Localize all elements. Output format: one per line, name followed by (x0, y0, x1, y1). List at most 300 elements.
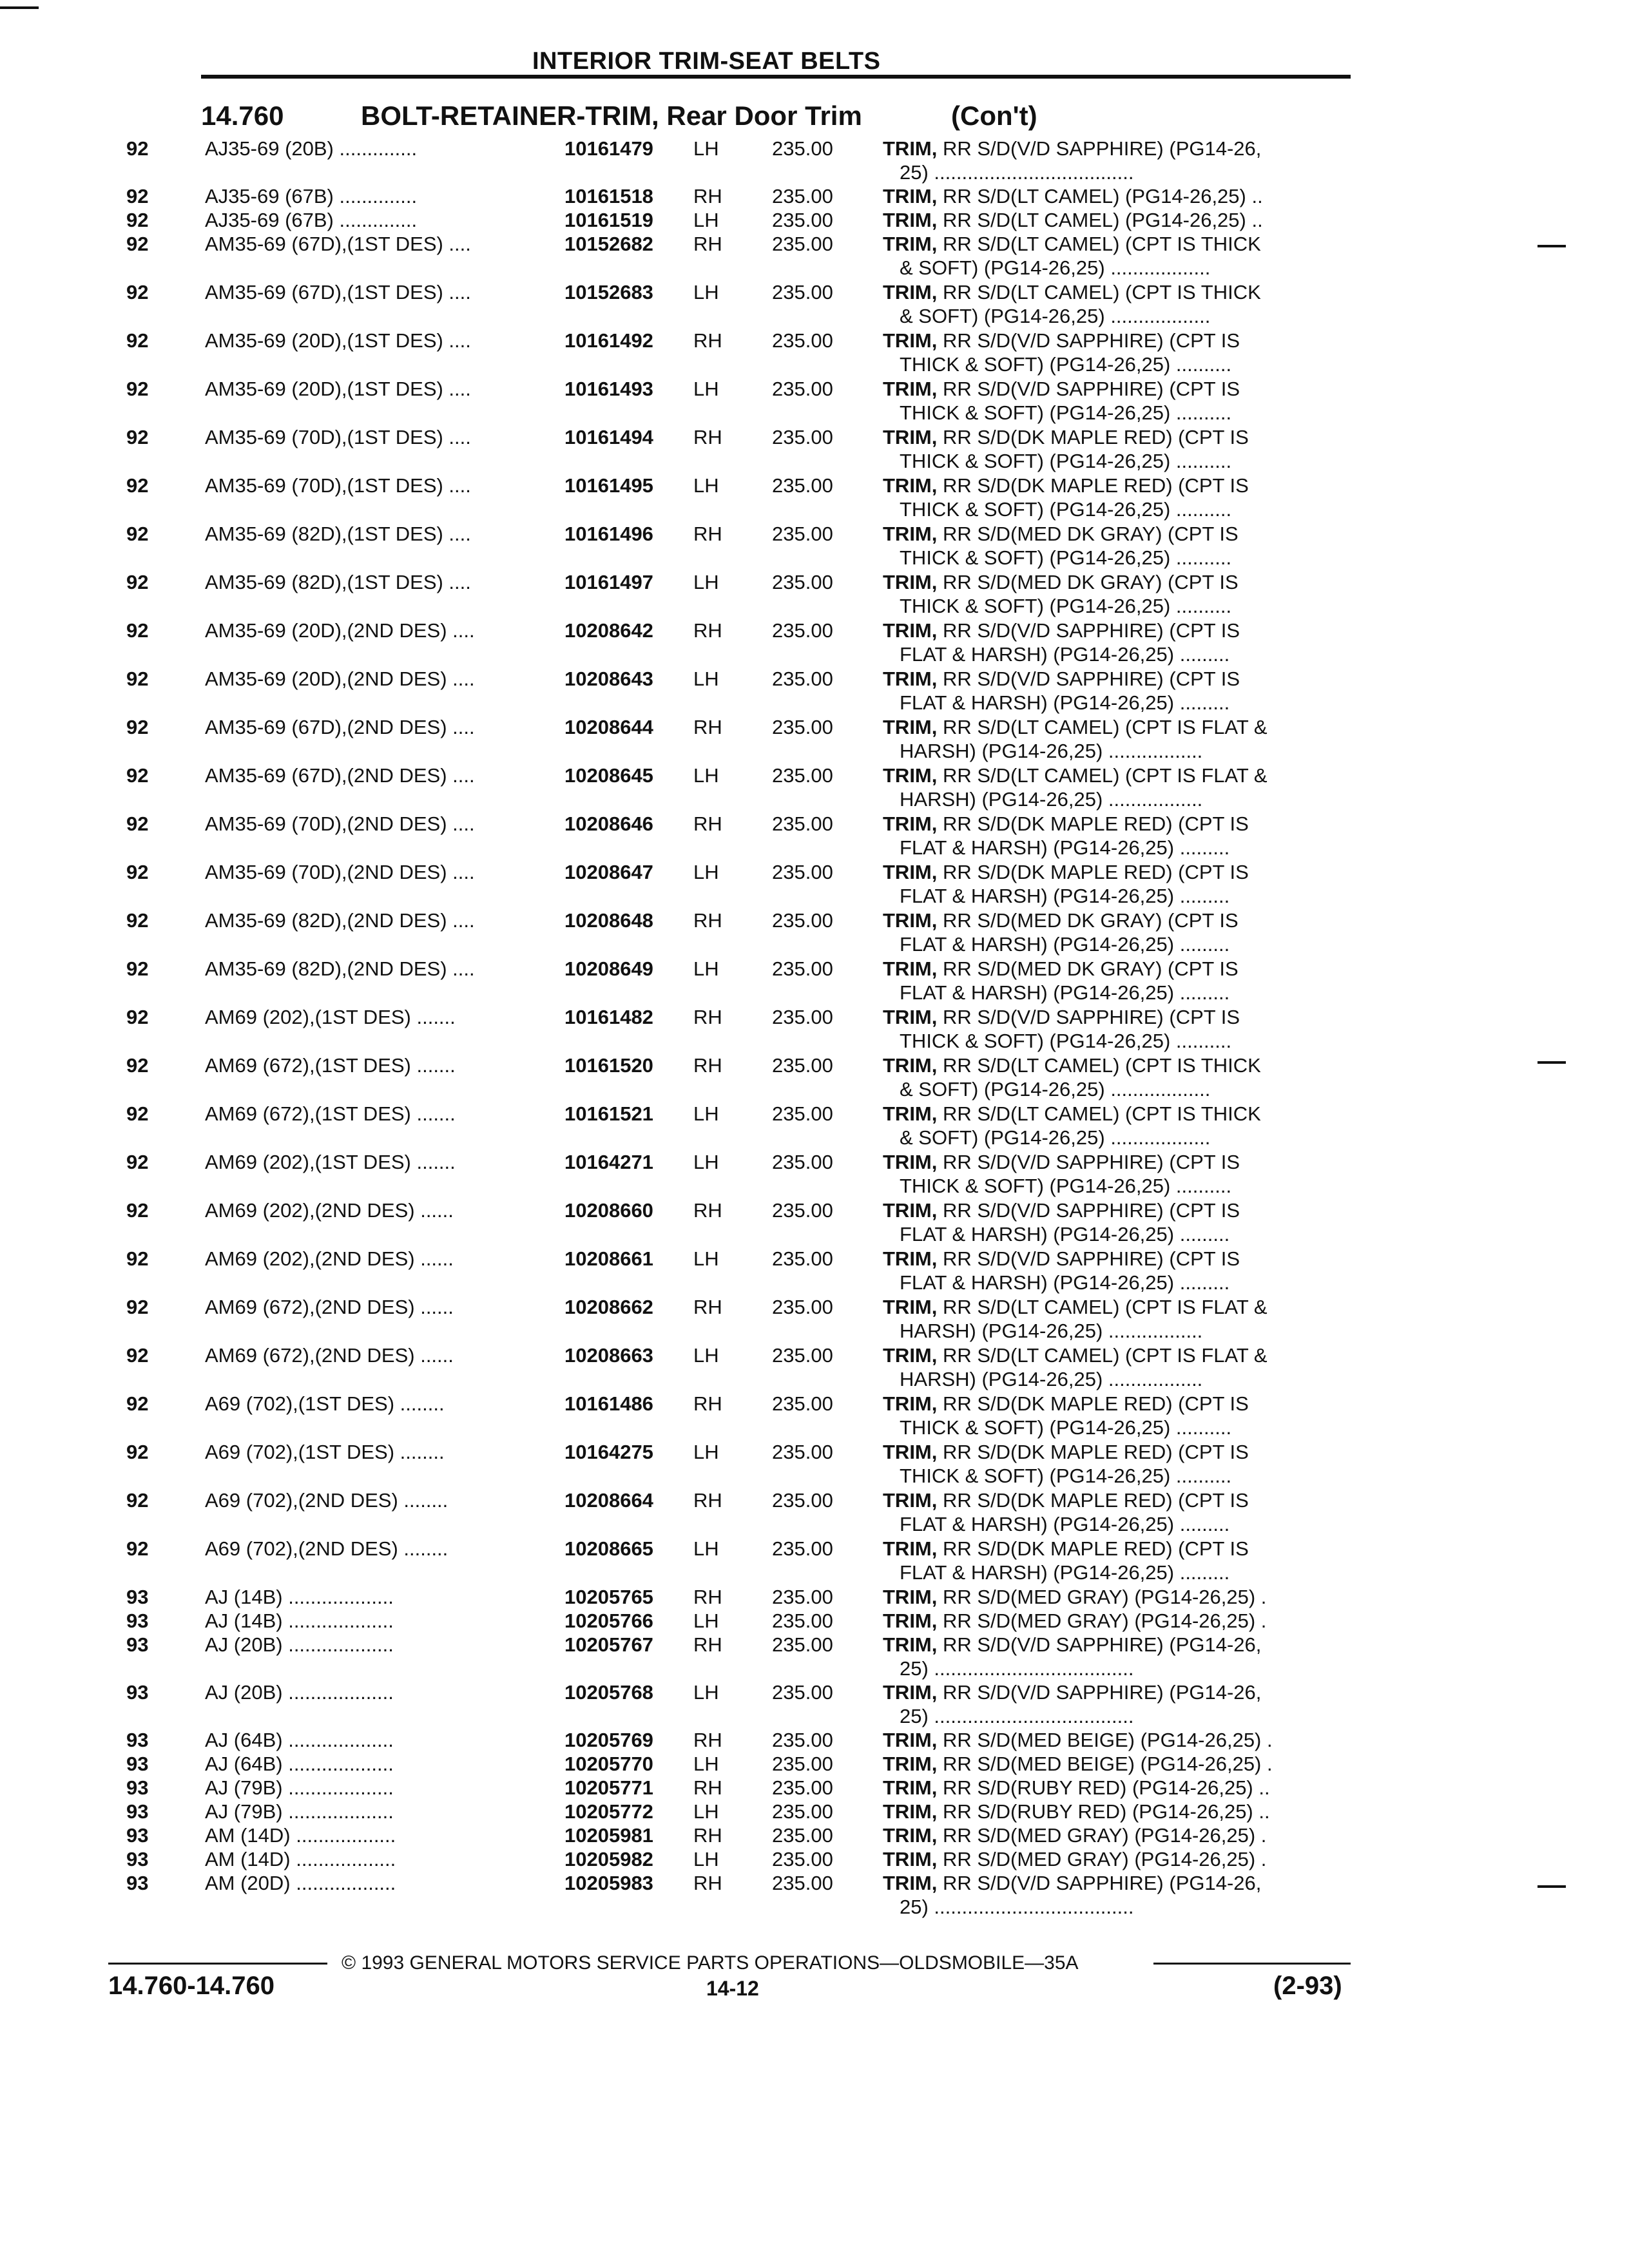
description-text: RR S/D(V/D SAPPHIRE) (CPT IS (937, 668, 1240, 690)
description-text: RR S/D(V/D SAPPHIRE) (CPT IS (937, 1247, 1240, 1270)
description-text: RR S/D(V/D SAPPHIRE) (CPT IS (937, 1151, 1240, 1173)
ref-number: 92 (126, 957, 149, 980)
description-line-1 (883, 1488, 1357, 1512)
side-code: RH (693, 1633, 722, 1656)
description-line-1 (883, 1633, 1357, 1657)
price: 235.00 (772, 329, 833, 352)
description-text: RR S/D(MED GRAY) (PG14-26,25) . (937, 1848, 1267, 1870)
description-text: RR S/D(LT CAMEL) (CPT IS THICK (937, 1102, 1261, 1125)
description (883, 208, 1357, 232)
price: 235.00 (772, 1537, 833, 1560)
description-keyword: TRIM, (883, 957, 938, 980)
model-code: AM35-69 (82D),(1ST DES) .... (205, 523, 471, 545)
description-keyword: TRIM, (883, 668, 938, 690)
description-keyword: TRIM, (883, 716, 938, 738)
description-line-2: FLAT & HARSH) (PG14-26,25) ......... (900, 1513, 1230, 1535)
side-code: RH (693, 1296, 722, 1318)
side-code: LH (693, 1681, 719, 1704)
part-number: 10208648 (564, 909, 653, 932)
ref-number: 92 (126, 1537, 149, 1560)
model-code: AM35-69 (20D),(2ND DES) .... (205, 668, 475, 690)
model-code: AM69 (672),(2ND DES) ...... (205, 1344, 454, 1367)
description (883, 1102, 1357, 1149)
model-code: AJ35-69 (67B) .............. (205, 209, 418, 231)
part-number: 10208665 (564, 1537, 653, 1560)
description (883, 137, 1357, 184)
side-code: RH (693, 523, 722, 545)
ref-number: 93 (126, 1610, 149, 1632)
description-keyword: TRIM, (883, 1681, 938, 1704)
part-number: 10205772 (564, 1800, 653, 1823)
footer-date: (2-93) (1273, 1972, 1342, 2000)
description-text: RR S/D(V/D SAPPHIRE) (CPT IS (937, 329, 1240, 352)
footer-rule-left (108, 1963, 327, 1965)
description-line-1 (883, 425, 1357, 449)
description-line-2: FLAT & HARSH) (PG14-26,25) ......... (900, 836, 1230, 859)
description-keyword: TRIM, (883, 1753, 938, 1775)
description (883, 1752, 1357, 1776)
description (883, 1488, 1357, 1536)
part-number: 10208645 (564, 764, 653, 787)
model-code: AM35-69 (82D),(2ND DES) .... (205, 909, 475, 932)
description (883, 812, 1357, 860)
ref-number: 92 (126, 764, 149, 787)
description-line-1 (883, 208, 1357, 232)
price: 235.00 (772, 1729, 833, 1751)
part-number: 10205768 (564, 1681, 653, 1704)
price: 235.00 (772, 1054, 833, 1077)
side-code: LH (693, 764, 719, 787)
description (883, 232, 1357, 280)
description (883, 1680, 1357, 1728)
part-number: 10161518 (564, 185, 653, 207)
price: 235.00 (772, 1489, 833, 1512)
side-code: LH (693, 1247, 719, 1270)
model-code: AM35-69 (82D),(2ND DES) .... (205, 957, 475, 980)
part-number: 10152682 (564, 233, 653, 255)
description-text: RR S/D(LT CAMEL) (CPT IS FLAT & (937, 1296, 1268, 1318)
side-code: LH (693, 1537, 719, 1560)
side-code: RH (693, 185, 722, 207)
description-keyword: TRIM, (883, 281, 938, 303)
description-line-1 (883, 1537, 1357, 1561)
price: 235.00 (772, 281, 833, 303)
description (883, 619, 1357, 666)
price: 235.00 (772, 1824, 833, 1847)
part-number: 10205770 (564, 1753, 653, 1775)
description (883, 667, 1357, 715)
description-text: RR S/D(V/D SAPPHIRE) (CPT IS (937, 1006, 1240, 1028)
ref-number: 93 (126, 1848, 149, 1870)
description-line-1 (883, 1053, 1357, 1077)
ref-number: 92 (126, 474, 149, 497)
description-line-1 (883, 137, 1357, 160)
ref-number: 92 (126, 1344, 149, 1367)
description-keyword: TRIM, (883, 909, 938, 932)
description-keyword: TRIM, (883, 1872, 938, 1894)
side-code: LH (693, 1610, 719, 1632)
price: 235.00 (772, 1441, 833, 1463)
description (883, 377, 1357, 425)
model-code: AJ (64B) ................... (205, 1729, 394, 1751)
description-line-1 (883, 619, 1357, 642)
description (883, 1728, 1357, 1752)
side-code: RH (693, 426, 722, 448)
side-code: RH (693, 329, 722, 352)
part-number: 10152683 (564, 281, 653, 303)
price: 235.00 (772, 523, 833, 545)
side-code: RH (693, 1489, 722, 1512)
part-number: 10161520 (564, 1054, 653, 1077)
description-keyword: TRIM, (883, 1102, 938, 1125)
description-line-2: HARSH) (PG14-26,25) ................. (900, 1320, 1203, 1342)
side-code: LH (693, 1151, 719, 1173)
description-keyword: TRIM, (883, 1586, 938, 1608)
description-text: RR S/D(LT CAMEL) (CPT IS FLAT & (937, 1344, 1268, 1367)
description-keyword: TRIM, (883, 1489, 938, 1512)
description-keyword: TRIM, (883, 1537, 938, 1560)
description-text: RR S/D(DK MAPLE RED) (CPT IS (937, 474, 1249, 497)
description-line-1 (883, 1247, 1357, 1271)
part-number: 10161492 (564, 329, 653, 352)
ref-number: 93 (126, 1633, 149, 1656)
description-line-2: & SOFT) (PG14-26,25) .................. (900, 1126, 1211, 1149)
part-number: 10205765 (564, 1586, 653, 1608)
description-line-1 (883, 715, 1357, 739)
part-number: 10208661 (564, 1247, 653, 1270)
description-text: RR S/D(RUBY RED) (PG14-26,25) .. (937, 1800, 1270, 1823)
description-keyword: TRIM, (883, 1824, 938, 1847)
price: 235.00 (772, 1776, 833, 1799)
part-number: 10205766 (564, 1610, 653, 1632)
description-line-1 (883, 329, 1357, 352)
description-line-1 (883, 1847, 1357, 1871)
model-code: AM69 (202),(2ND DES) ...... (205, 1247, 454, 1270)
model-code: AM (20D) .................. (205, 1872, 396, 1894)
description-keyword: TRIM, (883, 1610, 938, 1632)
part-number: 10161521 (564, 1102, 653, 1125)
price: 235.00 (772, 909, 833, 932)
description-text: RR S/D(LT CAMEL) (CPT IS FLAT & (937, 764, 1268, 787)
side-code: LH (693, 281, 719, 303)
price: 235.00 (772, 209, 833, 231)
description (883, 522, 1357, 570)
description-text: RR S/D(LT CAMEL) (CPT IS FLAT & (937, 716, 1268, 738)
description-line-2: 25) .................................... (900, 1705, 1134, 1727)
description-line-1 (883, 1440, 1357, 1464)
description-line-1 (883, 280, 1357, 304)
part-number: 10208660 (564, 1199, 653, 1222)
description-line-1 (883, 860, 1357, 884)
side-code: RH (693, 1872, 722, 1894)
model-code: A69 (702),(2ND DES) ........ (205, 1537, 448, 1560)
side-code: RH (693, 716, 722, 738)
description-line-1 (883, 1150, 1357, 1174)
description-line-2: FLAT & HARSH) (PG14-26,25) ......... (900, 1223, 1230, 1245)
price: 235.00 (772, 378, 833, 400)
side-code: RH (693, 1006, 722, 1028)
description-text: RR S/D(LT CAMEL) (CPT IS THICK (937, 233, 1261, 255)
section-number: 14.760 (201, 101, 284, 131)
side-code: LH (693, 668, 719, 690)
description-line-1 (883, 1343, 1357, 1367)
ref-number: 92 (126, 1441, 149, 1463)
description-text: RR S/D(MED BEIGE) (PG14-26,25) . (937, 1729, 1273, 1751)
model-code: AM35-69 (67D),(2ND DES) .... (205, 764, 475, 787)
part-number: 10161486 (564, 1392, 653, 1415)
price: 235.00 (772, 619, 833, 642)
part-number: 10208649 (564, 957, 653, 980)
description-line-2: THICK & SOFT) (PG14-26,25) .......... (900, 353, 1232, 376)
model-code: AM35-69 (20D),(1ST DES) .... (205, 329, 471, 352)
description-line-2: THICK & SOFT) (PG14-26,25) .......... (900, 450, 1232, 472)
description-keyword: TRIM, (883, 1247, 938, 1270)
model-code: AM35-69 (67D),(1ST DES) .... (205, 233, 471, 255)
description-line-2: THICK & SOFT) (PG14-26,25) .......... (900, 546, 1232, 569)
ref-number: 92 (126, 716, 149, 738)
part-number: 10208646 (564, 812, 653, 835)
description-keyword: TRIM, (883, 474, 938, 497)
description (883, 1150, 1357, 1198)
description-line-1 (883, 1295, 1357, 1319)
description (883, 1440, 1357, 1488)
price: 235.00 (772, 426, 833, 448)
description-line-2: THICK & SOFT) (PG14-26,25) .......... (900, 1416, 1232, 1439)
ref-number: 92 (126, 329, 149, 352)
description (883, 1609, 1357, 1633)
description-line-1 (883, 184, 1357, 208)
description-text: RR S/D(DK MAPLE RED) (CPT IS (937, 1537, 1249, 1560)
side-code: LH (693, 1441, 719, 1463)
side-code: RH (693, 619, 722, 642)
price: 235.00 (772, 1392, 833, 1415)
section-continued: (Con't) (951, 101, 1037, 131)
ref-number: 92 (126, 1102, 149, 1125)
price: 235.00 (772, 1344, 833, 1367)
description (883, 1585, 1357, 1609)
description-line-2: 25) .................................... (900, 1657, 1134, 1680)
ref-number: 92 (126, 209, 149, 231)
description-keyword: TRIM, (883, 812, 938, 835)
section-name: BOLT-RETAINER-TRIM, Rear Door Trim (361, 101, 862, 131)
description-keyword: TRIM, (883, 426, 938, 448)
description-line-1 (883, 1800, 1357, 1823)
description-line-2: THICK & SOFT) (PG14-26,25) .......... (900, 401, 1232, 424)
description-keyword: TRIM, (883, 1633, 938, 1656)
part-number: 10208662 (564, 1296, 653, 1318)
description (883, 425, 1357, 473)
description-text: RR S/D(MED GRAY) (PG14-26,25) . (937, 1824, 1267, 1847)
description-keyword: TRIM, (883, 1441, 938, 1463)
description-line-1 (883, 1198, 1357, 1222)
description-text: RR S/D(MED DK GRAY) (CPT IS (937, 523, 1239, 545)
description-text: RR S/D(LT CAMEL) (CPT IS THICK (937, 1054, 1261, 1077)
description-line-1 (883, 377, 1357, 401)
model-code: AM (14D) .................. (205, 1824, 396, 1847)
side-code: RH (693, 1199, 722, 1222)
description-text: RR S/D(MED DK GRAY) (CPT IS (937, 571, 1239, 593)
side-code: RH (693, 1776, 722, 1799)
model-code: AM35-69 (67D),(2ND DES) .... (205, 716, 475, 738)
part-number: 10161497 (564, 571, 653, 593)
model-code: AJ (20B) ................... (205, 1633, 394, 1656)
description-text: RR S/D(LT CAMEL) (PG14-26,25) .. (937, 185, 1263, 207)
description-line-2: THICK & SOFT) (PG14-26,25) .......... (900, 595, 1232, 617)
description-keyword: TRIM, (883, 209, 938, 231)
description-keyword: TRIM, (883, 1848, 938, 1870)
ref-number: 92 (126, 1006, 149, 1028)
side-code: LH (693, 957, 719, 980)
part-number: 10161493 (564, 378, 653, 400)
ref-number: 93 (126, 1872, 149, 1894)
description-line-1 (883, 1823, 1357, 1847)
description-line-1 (883, 764, 1357, 787)
description-line-1 (883, 1728, 1357, 1752)
description (883, 1823, 1357, 1847)
description-text: RR S/D(V/D SAPPHIRE) (PG14-26, (937, 137, 1262, 160)
ref-number: 92 (126, 1489, 149, 1512)
description-keyword: TRIM, (883, 1006, 938, 1028)
part-number: 10205983 (564, 1872, 653, 1894)
description-line-1 (883, 522, 1357, 546)
description-line-1 (883, 1609, 1357, 1633)
side-code: RH (693, 909, 722, 932)
description-text: RR S/D(MED DK GRAY) (CPT IS (937, 957, 1239, 980)
description-line-2: 25) .................................... (900, 161, 1134, 184)
part-number: 10161479 (564, 137, 653, 160)
side-code: LH (693, 571, 719, 593)
description-keyword: TRIM, (883, 1054, 938, 1077)
description-text: RR S/D(DK MAPLE RED) (CPT IS (937, 426, 1249, 448)
description-line-1 (883, 1392, 1357, 1416)
description (883, 715, 1357, 763)
ref-number: 92 (126, 523, 149, 545)
description-text: RR S/D(DK MAPLE RED) (CPT IS (937, 1392, 1249, 1415)
description-text: RR S/D(LT CAMEL) (CPT IS THICK (937, 281, 1261, 303)
ref-number: 92 (126, 185, 149, 207)
description-text: RR S/D(LT CAMEL) (PG14-26,25) .. (937, 209, 1263, 231)
description (883, 957, 1357, 1004)
description-text: RR S/D(MED GRAY) (PG14-26,25) . (937, 1586, 1267, 1608)
model-code: AM35-69 (70D),(2ND DES) .... (205, 812, 475, 835)
description-text: RR S/D(MED BEIGE) (PG14-26,25) . (937, 1753, 1273, 1775)
side-code: LH (693, 1800, 719, 1823)
description-line-2: & SOFT) (PG14-26,25) .................. (900, 1078, 1211, 1100)
part-number: 10161496 (564, 523, 653, 545)
description-line-2: FLAT & HARSH) (PG14-26,25) ......... (900, 933, 1230, 956)
description-keyword: TRIM, (883, 1344, 938, 1367)
part-number: 10205771 (564, 1776, 653, 1799)
part-number: 10208647 (564, 861, 653, 883)
description (883, 474, 1357, 521)
description-line-2: FLAT & HARSH) (PG14-26,25) ......... (900, 691, 1230, 714)
description-keyword: TRIM, (883, 523, 938, 545)
model-code: AM35-69 (70D),(1ST DES) .... (205, 474, 471, 497)
price: 235.00 (772, 1800, 833, 1823)
side-code: LH (693, 209, 719, 231)
description-line-1 (883, 1752, 1357, 1776)
description-line-2: THICK & SOFT) (PG14-26,25) .......... (900, 1175, 1232, 1197)
description-text: RR S/D(RUBY RED) (PG14-26,25) .. (937, 1776, 1270, 1799)
ref-number: 92 (126, 233, 149, 255)
price: 235.00 (772, 1199, 833, 1222)
description (883, 1198, 1357, 1246)
ref-number: 92 (126, 281, 149, 303)
footer-section-range: 14.760-14.760 (108, 1972, 275, 2000)
price: 235.00 (772, 1151, 833, 1173)
margin-dash (1537, 1885, 1566, 1888)
ref-number: 92 (126, 668, 149, 690)
description (883, 908, 1357, 956)
price: 235.00 (772, 137, 833, 160)
description-line-2: HARSH) (PG14-26,25) ................. (900, 788, 1203, 811)
description-line-1 (883, 812, 1357, 836)
description-line-1 (883, 232, 1357, 256)
model-code: AJ (64B) ................... (205, 1753, 394, 1775)
description-keyword: TRIM, (883, 861, 938, 883)
price: 235.00 (772, 1848, 833, 1870)
side-code: RH (693, 233, 722, 255)
side-code: LH (693, 1848, 719, 1870)
description (883, 860, 1357, 908)
description (883, 1847, 1357, 1871)
price: 235.00 (772, 1681, 833, 1704)
model-code: AM69 (672),(1ST DES) ....... (205, 1054, 456, 1077)
description-line-1 (883, 1776, 1357, 1800)
price: 235.00 (772, 1296, 833, 1318)
model-code: AJ (79B) ................... (205, 1776, 394, 1799)
part-number: 10205982 (564, 1848, 653, 1870)
price: 235.00 (772, 957, 833, 980)
part-number: 10208664 (564, 1489, 653, 1512)
part-number: 10161495 (564, 474, 653, 497)
description-line-1 (883, 1871, 1357, 1895)
side-code: RH (693, 1729, 722, 1751)
description-text: RR S/D(DK MAPLE RED) (CPT IS (937, 861, 1249, 883)
description-keyword: TRIM, (883, 185, 938, 207)
description-text: RR S/D(V/D SAPPHIRE) (CPT IS (937, 619, 1240, 642)
price: 235.00 (772, 185, 833, 207)
margin-dash (1537, 245, 1566, 247)
description-keyword: TRIM, (883, 764, 938, 787)
price: 235.00 (772, 474, 833, 497)
part-number: 10205767 (564, 1633, 653, 1656)
description-line-2: FLAT & HARSH) (PG14-26,25) ......... (900, 885, 1230, 907)
model-code: AJ35-69 (67B) .............. (205, 185, 418, 207)
side-code: LH (693, 474, 719, 497)
ref-number: 92 (126, 1247, 149, 1270)
model-code: AM69 (672),(2ND DES) ...... (205, 1296, 454, 1318)
description-line-2: & SOFT) (PG14-26,25) .................. (900, 256, 1211, 279)
model-code: AJ (20B) ................... (205, 1681, 394, 1704)
model-code: A69 (702),(2ND DES) ........ (205, 1489, 448, 1512)
description-line-1 (883, 1585, 1357, 1609)
ref-number: 93 (126, 1824, 149, 1847)
ref-number: 92 (126, 1151, 149, 1173)
part-number: 10161494 (564, 426, 653, 448)
description (883, 1343, 1357, 1391)
part-number: 10208663 (564, 1344, 653, 1367)
description-line-2: HARSH) (PG14-26,25) ................. (900, 1368, 1203, 1390)
price: 235.00 (772, 1753, 833, 1775)
description (883, 1005, 1357, 1053)
description-text: RR S/D(DK MAPLE RED) (CPT IS (937, 812, 1249, 835)
description-line-1 (883, 908, 1357, 932)
description-keyword: TRIM, (883, 571, 938, 593)
description-text: RR S/D(MED DK GRAY) (CPT IS (937, 909, 1239, 932)
side-code: LH (693, 378, 719, 400)
description-line-1 (883, 667, 1357, 691)
